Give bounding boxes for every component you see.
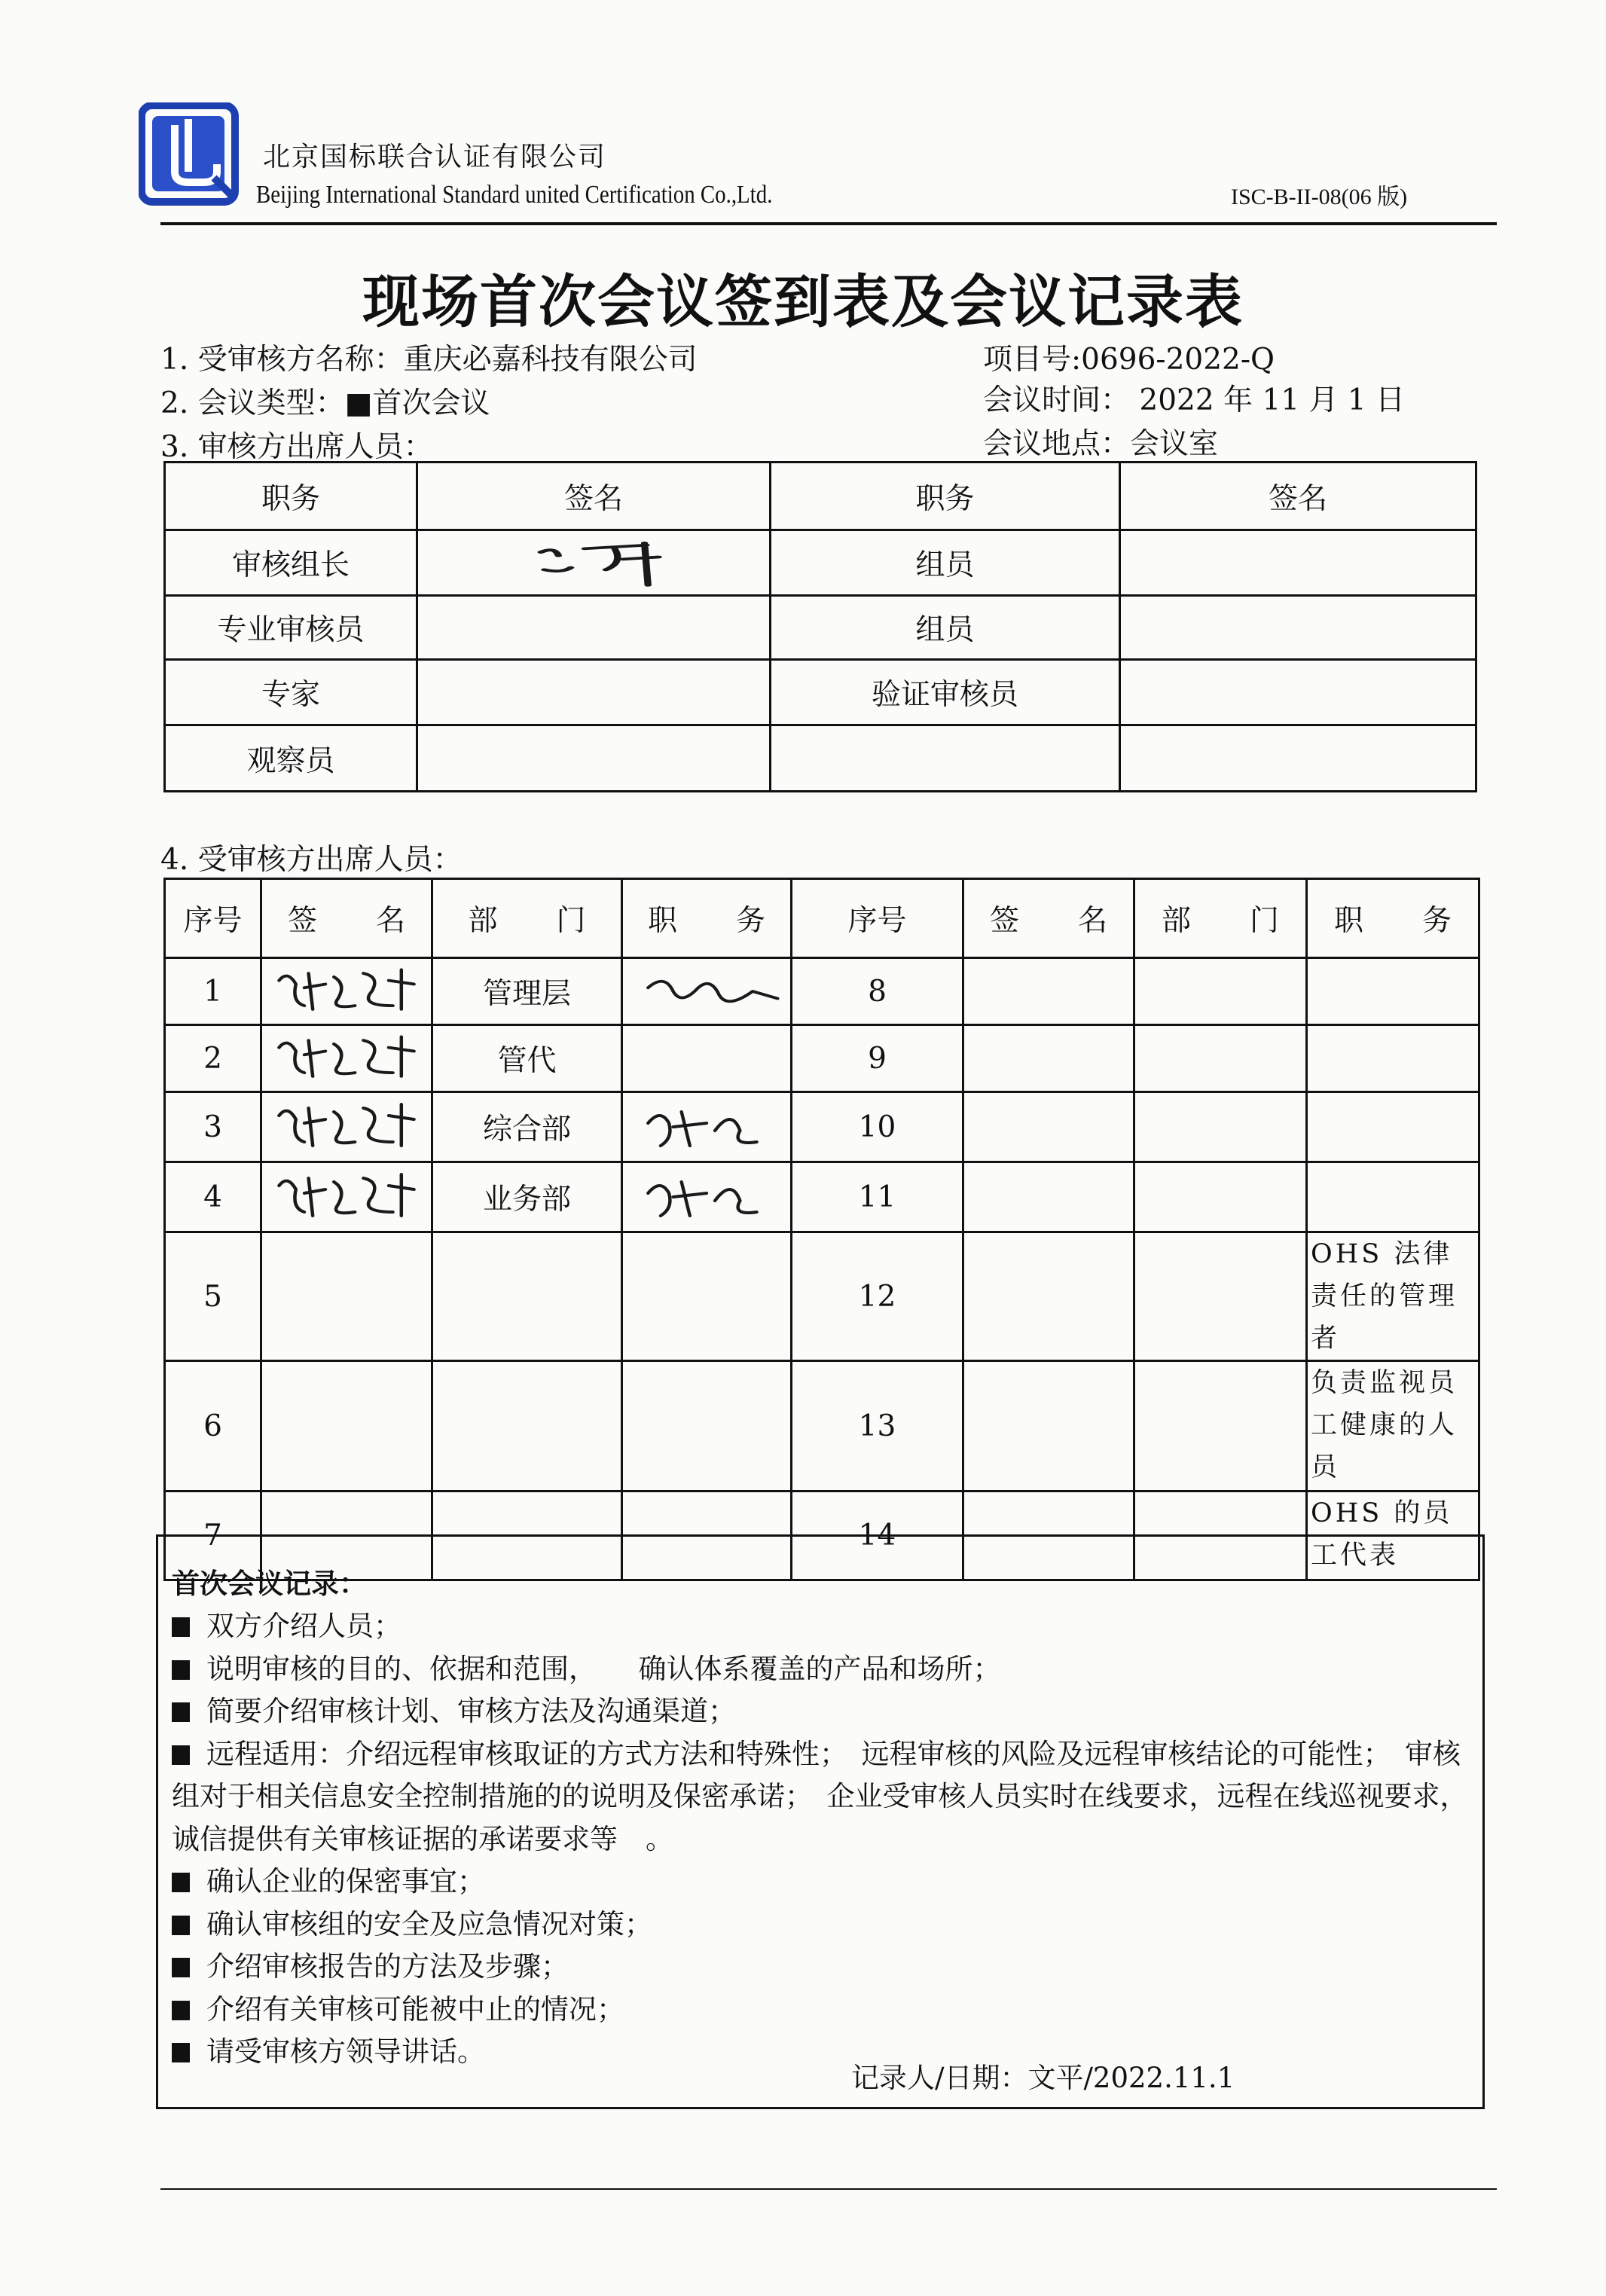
- department-cell[interactable]: [1134, 1025, 1307, 1092]
- row-number: 1: [165, 958, 261, 1025]
- row-number: 5: [165, 1232, 261, 1361]
- row-number: 11: [792, 1162, 963, 1232]
- signature-cell[interactable]: [963, 1092, 1134, 1162]
- header-cell: 职 务: [622, 879, 792, 958]
- department-cell[interactable]: [1134, 1361, 1307, 1491]
- notes-line: [172, 1986, 624, 2027]
- signature-cell[interactable]: [963, 1232, 1134, 1361]
- role-cell: 组员: [771, 596, 1120, 660]
- project-number: 项目号:0696-2022-Q: [983, 343, 1275, 377]
- meeting-type: 2. 会议类型：■首次会议: [160, 386, 490, 420]
- department-cell: [432, 1361, 622, 1491]
- company-name-en: Beijing International Standard united Certification Co.,Ltd.: [256, 181, 773, 209]
- notes-line-text: 介绍有关审核可能被中止的情况；: [206, 1992, 624, 2026]
- role-cell: 观察员: [165, 725, 417, 792]
- duty-cell[interactable]: [622, 1361, 792, 1491]
- page-title: 现场首次会议签到表及会议记录表: [362, 268, 1244, 335]
- auditee-name: 1. 受审核方名称：重庆必嘉科技有限公司: [160, 343, 698, 377]
- handwritten-signature: [418, 531, 769, 594]
- header-cell: 序号: [792, 879, 963, 958]
- signature-cell[interactable]: [417, 725, 771, 792]
- meeting-notes-box: [156, 1534, 1485, 2109]
- header-cell: 部 门: [1134, 879, 1307, 958]
- row-number: 7: [165, 1491, 261, 1580]
- auditee-attendees-label: 4. 受审核方出席人员：: [160, 843, 463, 877]
- footer-divider: [160, 2188, 1497, 2190]
- bullet-square-icon: [172, 2001, 190, 2020]
- form-code: ISC-B-II-08(06 版): [1231, 185, 1408, 209]
- signature-cell[interactable]: [1120, 530, 1476, 596]
- notes-line-text: 双方介绍人员；: [206, 1610, 402, 1642]
- bullet-square-icon: [172, 1958, 190, 1977]
- notes-line-text: 远程适用：介绍远程审核取证的方式方法和特殊性； 远程审核的风险及远程审核结论的可能性； 审核: [206, 1737, 1461, 1770]
- signature-cell[interactable]: [963, 1162, 1134, 1232]
- auditee-attendance-table: [163, 878, 1480, 1581]
- signature-cell[interactable]: [261, 1092, 432, 1162]
- row-number: 14: [792, 1491, 963, 1580]
- department-cell[interactable]: [1134, 1092, 1307, 1162]
- duty-cell: [1307, 1092, 1479, 1162]
- role-cell: 验证审核员: [771, 660, 1120, 725]
- auditor-attendees-label: 3. 审核方出席人员：: [160, 430, 433, 464]
- signature-cell[interactable]: [261, 1025, 432, 1092]
- recorder-date: 记录人/日期：文平/2022.11.1: [851, 2062, 1235, 2094]
- department-cell: 业务部: [432, 1162, 622, 1232]
- signature-cell[interactable]: [261, 958, 432, 1025]
- table-row: [165, 1092, 1479, 1162]
- duty-cell: [1307, 1162, 1479, 1232]
- signature-cell[interactable]: [963, 1025, 1134, 1092]
- header-cell: 职务: [165, 463, 417, 530]
- row-number: 2: [165, 1025, 261, 1092]
- notes-line: [172, 1773, 1468, 1814]
- duty-cell: OHS 的员工代表: [1307, 1491, 1479, 1580]
- table-row: [165, 1162, 1479, 1232]
- notes-line: [172, 1646, 1001, 1687]
- row-number: 8: [792, 958, 963, 1025]
- duty-cell: [1307, 1025, 1479, 1092]
- notes-line: [172, 1943, 569, 1984]
- table-row: [165, 660, 1476, 725]
- signature-cell[interactable]: [1120, 725, 1476, 792]
- department-cell[interactable]: [1134, 1162, 1307, 1232]
- handwritten-signature: [262, 1163, 431, 1231]
- signature-cell[interactable]: [963, 1361, 1134, 1491]
- duty-cell[interactable]: [622, 1162, 792, 1232]
- row-number: 3: [165, 1092, 261, 1162]
- duty-cell[interactable]: [622, 1232, 792, 1361]
- bullet-square-icon: [172, 1617, 190, 1637]
- role-cell: [771, 725, 1120, 792]
- role-cell: 专业审核员: [165, 596, 417, 660]
- department-cell[interactable]: [1134, 1232, 1307, 1361]
- bullet-square-icon: [172, 1660, 190, 1680]
- signature-cell[interactable]: [261, 1361, 432, 1491]
- table-row: [165, 530, 1476, 596]
- duty-cell: 负责监视员工健康的人员: [1307, 1361, 1479, 1491]
- signature-cell[interactable]: [1120, 596, 1476, 660]
- notes-line-text: 诚信提供有关审核证据的承诺要求等 。: [172, 1822, 673, 1855]
- table-row: [165, 1025, 1479, 1092]
- audit-team-table: [163, 461, 1477, 792]
- notes-line: [172, 1688, 736, 1729]
- header-cell: 职 务: [1307, 879, 1479, 958]
- header-cell: 签 名: [261, 879, 432, 958]
- bullet-square-icon: [172, 1702, 190, 1722]
- duty-cell: OHS 法律责任的管理者: [1307, 1232, 1479, 1361]
- table-header-row: [165, 879, 1479, 958]
- notes-line: [172, 1731, 1461, 1772]
- row-number: 6: [165, 1361, 261, 1491]
- role-cell: 组员: [771, 530, 1120, 596]
- header-cell: 签名: [1120, 463, 1476, 530]
- notes-line-text: 简要介绍审核计划、审核方法及沟通渠道；: [206, 1695, 736, 1727]
- duty-cell[interactable]: [622, 958, 792, 1025]
- handwritten-signature: [262, 1093, 431, 1161]
- row-number: 13: [792, 1361, 963, 1491]
- header-cell: 签 名: [963, 879, 1134, 958]
- role-cell: 专家: [165, 660, 417, 725]
- department-cell: [432, 1232, 622, 1361]
- bullet-square-icon: [172, 1873, 190, 1892]
- row-number: 9: [792, 1025, 963, 1092]
- table-row: [165, 1232, 1479, 1361]
- department-cell: 综合部: [432, 1092, 622, 1162]
- signature-cell[interactable]: [261, 1232, 432, 1361]
- notes-line-text: 确认审核组的安全及应急情况对策；: [206, 1907, 652, 1940]
- duty-cell: [1307, 958, 1479, 1025]
- notes-line-text: 请受审核方领导讲话。: [206, 2035, 485, 2068]
- department-cell: 管理层: [432, 958, 622, 1025]
- company-name-cn: 北京国标联合认证有限公司: [263, 142, 607, 173]
- notes-line: [172, 1858, 485, 1899]
- table-row: [165, 596, 1476, 660]
- meeting-place: 会议地点：会议室: [983, 427, 1219, 461]
- notes-line: [172, 1816, 673, 1857]
- header-cell: 部 门: [432, 879, 622, 958]
- signature-cell[interactable]: [1120, 660, 1476, 725]
- signature-cell[interactable]: [261, 1162, 432, 1232]
- table-row: [165, 1361, 1479, 1491]
- notes-line-text: 说明审核的目的、依据和范围， 确认体系覆盖的产品和场所；: [206, 1652, 1001, 1685]
- signature-cell[interactable]: [417, 660, 771, 725]
- department-cell: 管代: [432, 1025, 622, 1092]
- company-logo: [139, 102, 241, 207]
- signature-cell[interactable]: [963, 958, 1134, 1025]
- notes-line: [172, 1901, 652, 1942]
- notes-line: [172, 2029, 485, 2069]
- notes-line-text: 介绍审核报告的方法及步骤；: [206, 1950, 569, 1983]
- notes-line-text: 组对于相关信息安全控制措施的的说明及保密承诺； 企业受审核人员实时在线要求，远程在线巡视要求，: [172, 1780, 1468, 1812]
- row-number: 10: [792, 1092, 963, 1162]
- notes-line: [172, 1603, 402, 1644]
- row-number: 4: [165, 1162, 261, 1232]
- bullet-square-icon: [172, 1916, 190, 1935]
- row-number: 12: [792, 1232, 963, 1361]
- handwritten-signature: [623, 1093, 790, 1161]
- signature-cell[interactable]: [417, 596, 771, 660]
- bullet-square-icon: [172, 1745, 190, 1765]
- signature-cell[interactable]: [417, 530, 771, 596]
- header-cell: 职务: [771, 463, 1120, 530]
- role-cell: 审核组长: [165, 530, 417, 596]
- header-cell: 签名: [417, 463, 771, 530]
- header-cell: 序号: [165, 879, 261, 958]
- header-divider: [160, 222, 1497, 225]
- handwritten-signature: [262, 1026, 431, 1091]
- handwritten-signature: [623, 1163, 790, 1231]
- handwritten-signature: [262, 959, 431, 1024]
- table-row: [165, 725, 1476, 792]
- department-cell[interactable]: [1134, 958, 1307, 1025]
- notes-heading: 首次会议记录：: [172, 1568, 367, 1600]
- meeting-time: 会议时间： 2022 年 11 月 1 日: [983, 383, 1406, 417]
- duty-cell[interactable]: [622, 1025, 792, 1092]
- duty-cell[interactable]: [622, 1092, 792, 1162]
- handwritten-signature: [623, 959, 790, 1024]
- table-row: [165, 958, 1479, 1025]
- table-header-row: [165, 463, 1476, 530]
- notes-line-text: 确认企业的保密事宜；: [206, 1865, 485, 1898]
- bullet-square-icon: [172, 2043, 190, 2062]
